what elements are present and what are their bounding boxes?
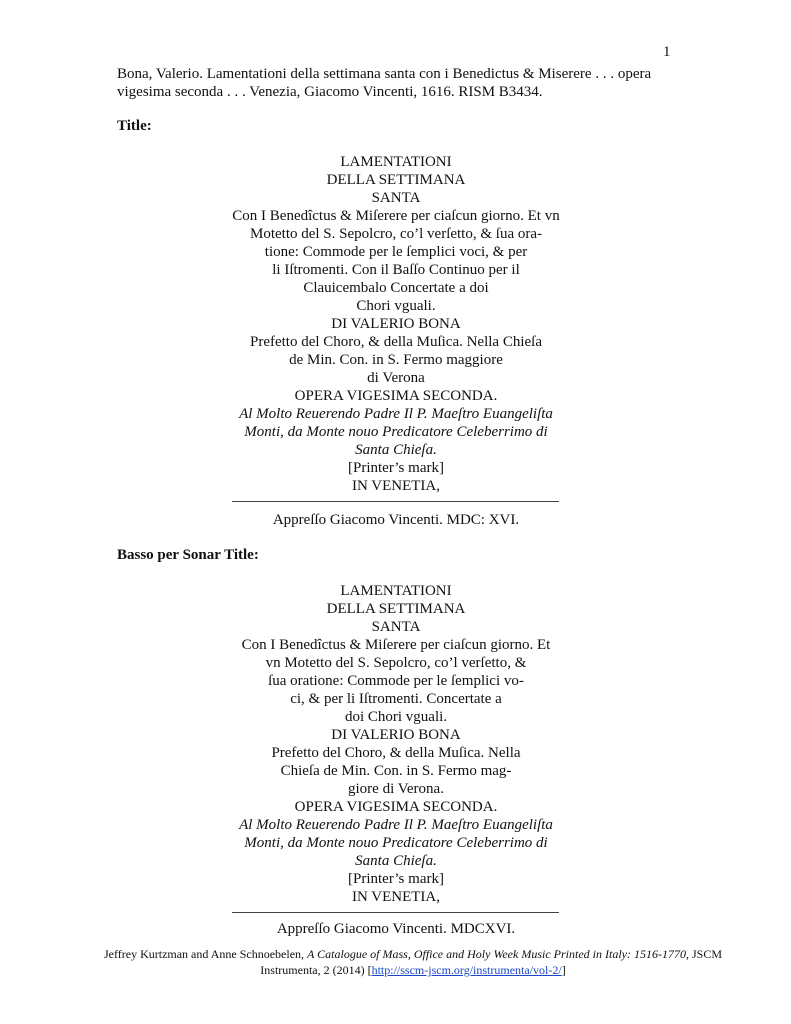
- title-line: Con I Benedîctus & Miſerere per ciaſcun giorno. Et vn: [232, 208, 560, 224]
- title-page-transcription: [150, 153, 642, 495]
- divider-rule: [232, 501, 559, 502]
- title-line: DI VALERIO BONA: [331, 316, 461, 332]
- title-line: OPERA VIGESIMA SECONDA.: [294, 799, 498, 815]
- title-line: Santa Chieſa.: [355, 853, 437, 869]
- title-line: DELLA SETTIMANA: [326, 172, 466, 188]
- title-line: vn Motetto del S. Sepolcro, co’l verſetto, &: [265, 655, 527, 671]
- title-line: DELLA SETTIMANA: [326, 601, 466, 617]
- title-line: Al Molto Reuerendo Padre Il P. Maeſtro Euangeliſta: [239, 817, 553, 833]
- footer-citation: [100, 946, 726, 978]
- section-heading-basso: Basso per Sonar Title:: [117, 547, 259, 563]
- title-line: Chieſa de Min. Con. in S. Fermo mag-: [280, 763, 512, 779]
- title-line: Prefetto del Choro, & della Muſica. Nella: [271, 745, 521, 761]
- title-line: SANTA: [371, 190, 421, 206]
- page-number: 1: [663, 44, 671, 60]
- title-line: IN VENETIA,: [351, 889, 441, 905]
- title-line: Prefetto del Choro, & della Muſica. Nella Chieſa: [249, 334, 542, 350]
- footer-details: , JSCM Instrumenta, 2 (2014) [: [260, 947, 722, 977]
- imprint-line: Appreſſo Giacomo Vincenti. MDCXVI.: [276, 921, 516, 937]
- title-line: ſua oratione: Commode per le ſemplici vo-: [268, 673, 524, 689]
- imprint-line: Appreſſo Giacomo Vincenti. MDC: XVI.: [272, 512, 520, 528]
- title-line: OPERA VIGESIMA SECONDA.: [294, 388, 498, 404]
- title-line: IN VENETIA,: [351, 478, 441, 494]
- title-line: de Min. Con. in S. Fermo maggiore: [289, 352, 503, 368]
- title-line: di Verona: [367, 370, 425, 386]
- title-line: Monti, da Monte nouo Predicatore Celeberrimo di: [244, 835, 548, 851]
- title-line: DI VALERIO BONA: [331, 727, 461, 743]
- title-line: Motetto del S. Sepolcro, co’l verſetto, & ſua ora-: [249, 226, 542, 242]
- title-line: doi Chori vguali.: [344, 709, 448, 725]
- title-line: [Printer’s mark]: [348, 871, 444, 887]
- title-line: [Printer’s mark]: [348, 460, 444, 476]
- title-line: Clauicembalo Concertate a doi: [303, 280, 489, 296]
- title-line: SANTA: [371, 619, 421, 635]
- title-line: Monti, da Monte nouo Predicatore Celeberrimo di: [244, 424, 548, 440]
- title-line: giore di Verona.: [348, 781, 444, 797]
- footer-close: ]: [561, 963, 566, 977]
- footer-book-title: A Catalogue of Mass, Office and Holy Week Music Printed in Italy: 1516-1770: [307, 947, 686, 961]
- title-line: Al Molto Reuerendo Padre Il P. Maeſtro Euangeliſta: [239, 406, 553, 422]
- title-line: Con I Benedîctus & Miſerere per ciaſcun giorno. Et: [241, 637, 551, 653]
- footer-authors: Jeffrey Kurtzman and Anne Schnoebelen,: [103, 947, 308, 961]
- title-line: LAMENTATIONI: [340, 154, 452, 170]
- section-heading-title: Title:: [117, 118, 152, 134]
- title-line: LAMENTATIONI: [340, 583, 452, 599]
- basso-title-transcription: [150, 582, 642, 906]
- title-line: li Iſtromenti. Con il Baſſo Continuo per il: [272, 262, 520, 278]
- divider-rule: [232, 912, 559, 913]
- title-line: Santa Chieſa.: [355, 442, 437, 458]
- footer-link[interactable]: http://sscm-jscm.org/instrumenta/vol-2/: [371, 963, 562, 977]
- title-line: ci, & per li Iſtromenti. Concertate a: [290, 691, 502, 707]
- title-line: tione: Commode per le ſemplici voci, & per: [264, 244, 528, 260]
- citation: Bona, Valerio. Lamentationi della settimana santa con i Benedictus & Miserere . . . opera vigesima seconda . . . Venezia, Giacomo Vincenti, 1616. RISM B3434.: [117, 66, 652, 100]
- title-line: Chori vguali.: [356, 298, 436, 314]
